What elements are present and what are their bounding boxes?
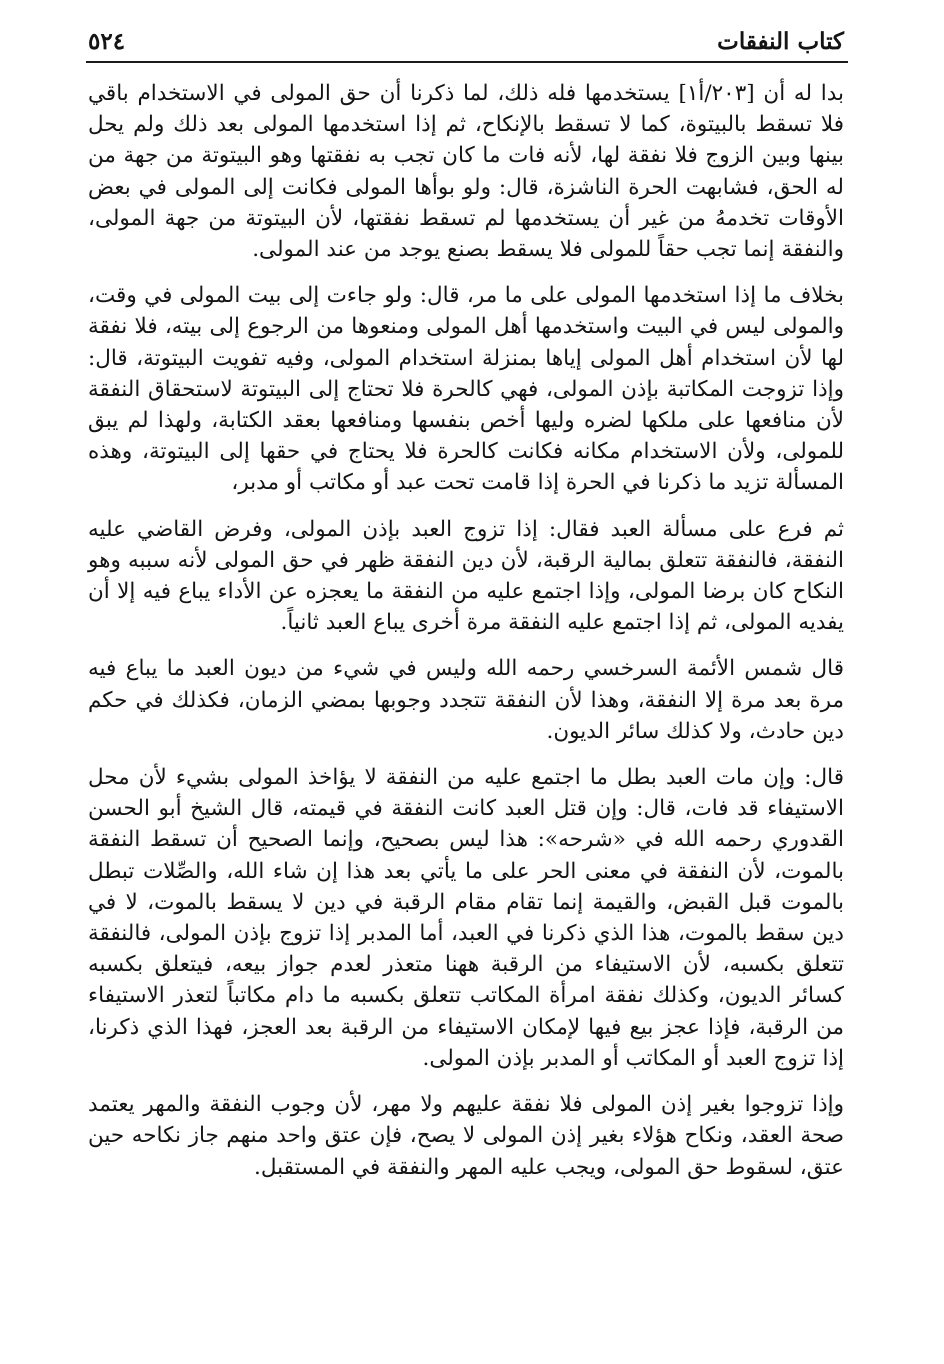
paragraph-5: قال: وإن مات العبد بطل ما اجتمع عليه من النفقة لا يؤاخذ المولى بشيء لأن محل الاستيفاء قد فات، قال: وإن قتل العبد كانت النفقة في قيمته، قال الشيخ أبو الحسن القدوري رحمه الله في «شرحه»: هذا ليس بصحيح، وإنما الصحيح أن تسقط النفقة بالموت، لأن النفقة في معنى الحر على ما يأتي بعد هذا إن شاء الله، والصِّلات تبطل بالموت قبل القبض، والقيمة إنما تقام مقام الرقبة في دين لا يسقط بالموت، لا في دين سقط بالموت، هذا الذي ذكرنا في العبد، أما المدبر إذا تزوج بإذن المولى، فالنفقة تتعلق بكسبه، لأن الاستيفاء من الرقبة ههنا متعذر لعدم جواز بيعه، فيتعلق بكسبه كسائر الديون، وكذلك نفقة امرأة المكاتب تتعلق بكسبه ما دام مكاتباً لتعذر الاستيفاء من الرقبة، فإذا عجز بيع فيها لإمكان الاستيفاء من الرقبة بعد العجز، فهذا الذي ذكرنا، إذا تزوج العبد أو المكاتب أو المدبر بإذن المولى. (88, 765, 844, 1071)
page-number: ٥٢٤ (88, 28, 126, 55)
page-body (88, 78, 844, 1198)
paragraph-1: بدا له أن [٢٠٣/أ١] يستخدمها فله ذلك، لما ذكرنا أن حق المولى في الاستخدام باقي فلا تسقط بالبيتوة، كما لا تسقط بالإنكاح، ثم إذا استخدمها المولى بعد ذلك ولم يحل بينها وبين الزوج فلا نفقة لها، لأنه فات ما كان تجب به نفقتها وهو البيتوتة من جهة من له الحق، فشابهت الحرة الناشزة، قال: ولو بوأها المولى فكانت إلى المولى في بعض الأوقات تخدمهُ من غير أن يستخدمها لم تسقط نفقتها، لأن البيتوتة من جهة المولى، والنفقة إنما تجب حقاً للمولى فلا يسقط بصنع يوجد من عند المولى. (88, 81, 844, 263)
paragraph-2: بخلاف ما إذا استخدمها المولى على ما مر، قال: ولو جاءت إلى بيت المولى في وقت، والمولى ليس في البيت واستخدمها أهل المولى ومنعوها من الرجوع إلى بيته، فلا نفقة لها لأن استخدام أهل المولى إياها بمنزلة استخدام المولى، وفيه تفويت البيتوتة، قال: وإذا تزوجت المكاتبة بإذن المولى، فهي كالحرة فلا تحتاج إلى البيتوتة لاستحقاق النفقة لأن منافعها على ملكها لضره وليها أخص بنفسها ومنافعها بعقد الكتابة، ولهذا لم يبق للمولى، ولأن الاستخدام مكانه فكانت كالحرة فلا يحتاج في حقها إلى البيتوتة، وهذه المسألة تزيد ما ذكرنا في الحرة إذا قامت تحت عبد أو مكاتب أو مدبر، (88, 283, 844, 496)
paragraph-3: ثم فرع على مسألة العبد فقال: إذا تزوج العبد بإذن المولى، وفرض القاضي عليه النفقة، فالنفقة تتعلق بمالية الرقبة، لأن دين النفقة ظهر في حق المولى لأنه سببه وهو النكاح كان برضا المولى، وإذا اجتمع عليه من النفقة ما يعجزه عن الأداء يباع فيه إلا أن يفديه المولى، ثم إذا اجتمع عليه النفقة مرة أخرى يباع العبد ثانياً. (88, 516, 844, 636)
running-title: كتاب النفقات (717, 28, 844, 55)
page-header (88, 20, 844, 60)
header-divider (86, 61, 848, 63)
paragraph-6: وإذا تزوجوا بغير إذن المولى فلا نفقة عليهم ولا مهر، لأن وجوب النفقة والمهر يعتمد صحة العقد، ونكاح هؤلاء بغير إذن المولى لا يصح، فإن عتق واحد منهم جاز نكاحه حين عتق، لسقوط حق المولى، ويجب عليه المهر والنفقة في المستقبل. (88, 1092, 844, 1180)
paragraph-4: قال شمس الأئمة السرخسي رحمه الله وليس في شيء من ديون العبد ما يباع فيه مرة بعد مرة إلا النفقة، وهذا لأن النفقة تتجدد وجوبها بمضي الزمان، فكذلك في حكم دين حادث، ولا كذلك سائر الديون. (88, 656, 844, 744)
